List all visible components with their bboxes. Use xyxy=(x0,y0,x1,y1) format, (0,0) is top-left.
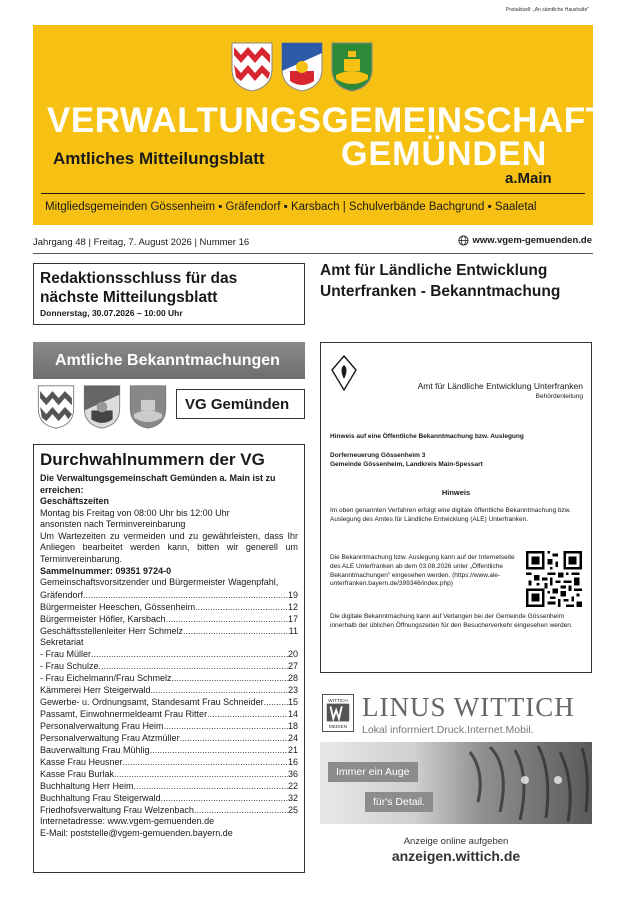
phone-entry-number: 17 xyxy=(287,613,298,624)
wittich-logo-bottom: MEDIEN xyxy=(328,724,348,729)
hours-line-2: ansonsten nach Terminvereinbarung xyxy=(40,519,186,530)
leader-dots xyxy=(180,732,288,744)
ad-cta-text: Anzeige online aufgeben xyxy=(403,836,509,847)
ad-slogan-2: für's Detail. xyxy=(365,792,433,812)
phone-entry xyxy=(40,601,298,613)
durchwahl-box xyxy=(33,444,305,873)
phone-entry-number: 19 xyxy=(287,589,298,600)
crest-green-gray-icon xyxy=(127,384,169,430)
phone-entry-label: Bürgermeister Höfler, Karsbach xyxy=(40,613,166,624)
first-entry-line-1: Gemeinschaftsvorsitzender und Bürgermeister Wagenpfahl, xyxy=(40,577,279,588)
tiger-stripes-icon xyxy=(320,742,592,824)
amt-notice-box xyxy=(320,342,592,673)
durchwahl-title: Durchwahlnummern der VG xyxy=(40,450,265,469)
hours-note: Um Wartezeiten zu vermeiden und zu gewährleisten, dass Ihr Anliegen bearbeitet werden kann, bitten wir generell um Terminvereinbarung. xyxy=(40,530,298,564)
phone-entry-label: Geschäftsstellenleiter Herr Schmelz xyxy=(40,625,184,636)
crest-blue-icon xyxy=(280,41,324,93)
phone-list-2 xyxy=(40,648,298,816)
phone-entry-label: Gräfendorf xyxy=(40,589,84,600)
phone-entry-number: 20 xyxy=(287,649,298,660)
phone-entry-number: 14 xyxy=(287,709,298,720)
wittich-logo-icon xyxy=(322,694,354,732)
phone-list-1 xyxy=(40,601,298,637)
phone-entry-label: Bauverwaltung Frau Mühlig xyxy=(40,745,150,756)
agency-title: Amt für Ländliche Entwicklung Unterfranken xyxy=(417,381,583,391)
phone-entry xyxy=(40,684,298,696)
project-line-1: Dorferneuerung Gössenheim 3 xyxy=(330,452,426,459)
phone-entry xyxy=(40,696,298,708)
masthead-subtitle: Amtliches Mitteilungsblatt xyxy=(53,149,265,168)
hours-heading: Geschäftszeiten xyxy=(40,496,110,506)
phone-entry-number: 28 xyxy=(287,673,298,684)
phone-entry xyxy=(40,660,298,672)
ad-tagline: Lokal informiert.Druck.Internet.Mobil. xyxy=(362,724,534,736)
phone-entry-label: Gewerbe- u. Ordnungsamt, Standesamt Frau Schneider xyxy=(40,697,264,708)
phone-entry-label: Passamt, Einwohnermeldeamt Frau Ritter xyxy=(40,709,208,720)
leader-dots xyxy=(194,804,288,816)
amtliche-crests xyxy=(35,384,169,430)
phone-entry-label: Bürgermeister Heeschen, Gössenheim xyxy=(40,601,196,612)
notice-paragraph-3: Die digitale Bekanntmachung kann auf Verlangen bei der Gemeinde Gössenheim innerhalb der üblichen Öffnungszeiten für den Besucherverkehr eingesehen werden. xyxy=(330,613,573,629)
phone-entry xyxy=(40,732,298,744)
masthead-title: VERWALTUNGSGEMEINSCHAFT xyxy=(47,101,608,140)
phone-entry-number: 22 xyxy=(287,781,298,792)
amtliche-bar: Amtliche Bekanntmachungen xyxy=(33,342,305,379)
redaktionsschluss-box xyxy=(33,263,305,325)
leader-dots xyxy=(195,601,288,613)
crest-wavy-gray-icon xyxy=(35,384,77,430)
crest-blue-gray-icon xyxy=(81,384,123,430)
project-line-2: Gemeinde Gössenheim, Landkreis Main-Spessart xyxy=(330,460,483,468)
crest-wavy-icon xyxy=(230,41,274,93)
wittich-logo-top: WITTICH xyxy=(328,697,348,703)
crest-green-icon xyxy=(330,41,374,93)
phone-entry-number: 32 xyxy=(287,793,298,804)
phone-entry-number: 24 xyxy=(287,733,298,744)
leader-dots xyxy=(151,684,288,696)
ale-logo-icon xyxy=(331,355,357,391)
redaktionsschluss-date: Donnerstag, 30.07.2026 – 10:00 Uhr xyxy=(40,308,183,318)
phone-entry xyxy=(40,756,298,768)
masthead-place-suffix: a.Main xyxy=(505,170,552,187)
globe-icon xyxy=(458,235,469,246)
hinweis-title: Hinweis auf eine Öffentliche Bekanntmachung bzw. Auslegung xyxy=(330,433,524,440)
phone-entry xyxy=(40,625,298,637)
masthead-place: GEMÜNDEN xyxy=(341,135,548,173)
masthead xyxy=(33,25,608,225)
leader-dots xyxy=(172,672,288,684)
phone-entry-label: Friedhofsverwaltung Frau Welzenbach xyxy=(40,805,194,816)
masthead-divider xyxy=(41,193,585,194)
leader-dots xyxy=(161,792,288,804)
leader-dots xyxy=(264,696,288,708)
phone-entry xyxy=(40,792,298,804)
leader-dots xyxy=(91,648,288,660)
leader-dots xyxy=(99,660,288,672)
header-rule xyxy=(33,253,593,254)
phone-entry xyxy=(40,720,298,732)
phone-entry xyxy=(40,672,298,684)
website-link[interactable] xyxy=(458,235,592,246)
hours-line-1: Montag bis Freitag von 08:00 Uhr bis 12:00 Uhr xyxy=(40,507,230,518)
hinweis-heading: Hinweis xyxy=(441,488,471,497)
issue-info: Jahrgang 48 | Freitag, 7. August 2026 | Nummer 16 xyxy=(33,237,250,248)
phone-entry-label: Buchhaltung Herr Heim xyxy=(40,781,134,792)
phone-entry xyxy=(40,768,298,780)
phone-entry xyxy=(40,744,298,756)
vg-gemuenden-label: VG Gemünden xyxy=(176,389,305,419)
tiger-image xyxy=(320,742,592,824)
amtliche-section xyxy=(33,342,305,430)
wittich-advertisement[interactable] xyxy=(320,692,592,874)
masthead-members: Mitgliedsgemeinden Gössenheim ▪ Gräfendorf ▪ Karsbach | Schulverbände Bachgrund ▪ Saaletal xyxy=(45,201,537,213)
notice-paragraph-1: Im oben genannten Verfahren erfolgt eine digitale öffentliche Bekanntmachung bzw. Auslegung des Amtes für Ländliche Entwicklung (ALE) Unterfranken. xyxy=(330,507,571,523)
phone-entry-label: Kämmerei Herr Steigerwald xyxy=(40,685,151,696)
phone-entry-number: 23 xyxy=(287,685,298,696)
phone-entry-label: Kasse Frau Heusner xyxy=(40,757,123,768)
agency-subtitle: Behördenleitung xyxy=(535,393,583,400)
phone-entry-number: 27 xyxy=(287,661,298,672)
phone-entry-number: 36 xyxy=(287,769,298,780)
phone-entry-label: Personalverwaltung Frau Atzmüller xyxy=(40,733,180,744)
sekretariat-heading: Sekretariat xyxy=(40,636,84,647)
leader-dots xyxy=(183,625,289,637)
phone-entry xyxy=(40,780,298,792)
phone-entry-number: 12 xyxy=(287,601,298,612)
ad-slogan-1: Immer ein Auge xyxy=(328,762,418,782)
phone-entry-number: 18 xyxy=(287,721,298,732)
phone-entry xyxy=(40,804,298,816)
email-address: E-Mail: poststelle@vgem-gemuenden.bayern.de xyxy=(40,827,233,838)
phone-entry-number: 25 xyxy=(287,805,298,816)
leader-dots xyxy=(164,720,288,732)
ad-brand: LINUS WITTICH xyxy=(362,692,575,722)
leader-dots xyxy=(150,744,288,756)
phone-entry xyxy=(40,648,298,660)
ad-cta-url[interactable]: anzeigen.wittich.de xyxy=(391,848,521,864)
phone-entry xyxy=(40,613,298,625)
phone-entry-label: - Frau Schulze xyxy=(40,661,99,672)
postaktuell-note: Postaktuell: „An sämtliche Haushalte" xyxy=(505,7,589,13)
phone-entry-label: Kasse Frau Burlak xyxy=(40,769,115,780)
phone-entry-number: 16 xyxy=(287,757,298,768)
phone-entry-label: Personalverwaltung Frau Heim xyxy=(40,721,164,732)
sammelnummer: Sammelnummer: 09351 9724-0 xyxy=(40,565,172,576)
notice-paragraph-2: Die Bekanntmachung bzw. Auslegung kann auf der Internetseite des ALE Unterfranken ab dem 03.08.2026 unter „Öffentliche Bekanntmachungen“ eingesehen werden. (https://www.ale-unterfranken.bayern.de/399346/index.php) xyxy=(330,554,515,588)
leader-dots xyxy=(207,708,288,720)
website-text: www.vgem-gemuenden.de xyxy=(472,235,592,246)
leader-dots xyxy=(123,756,288,768)
phone-entry xyxy=(40,708,298,720)
redaktionsschluss-title: Redaktionsschluss für das nächste Mitteilungsblatt xyxy=(40,270,238,306)
qr-code-icon[interactable] xyxy=(526,551,582,607)
crests xyxy=(230,41,374,93)
durchwahl-lead: Die Verwaltungsgemeinschaft Gemünden a. Main ist zu erreichen: xyxy=(40,473,276,495)
agency-name xyxy=(418,381,583,400)
phone-entry-number: 21 xyxy=(287,745,298,756)
phone-entry xyxy=(40,589,298,601)
leader-dots xyxy=(83,589,288,601)
phone-entry-label: - Frau Eichelmann/Frau Schmelz xyxy=(40,673,172,684)
amt-article-title: Amt für Ländliche Entwicklung Unterfranken - Bekanntmachung xyxy=(320,262,561,300)
phone-entry-number: 15 xyxy=(287,697,298,708)
leader-dots xyxy=(114,768,288,780)
phone-entry-number: 11 xyxy=(288,625,298,636)
leader-dots xyxy=(134,780,288,792)
phone-entry-label: - Frau Müller xyxy=(40,649,92,660)
internet-address: Internetadresse: www.vgem-gemuenden.de xyxy=(40,816,215,827)
project-info xyxy=(330,452,483,469)
leader-dots xyxy=(166,613,288,625)
phone-entry-label: Buchhaltung Frau Steigerwald xyxy=(40,793,161,804)
